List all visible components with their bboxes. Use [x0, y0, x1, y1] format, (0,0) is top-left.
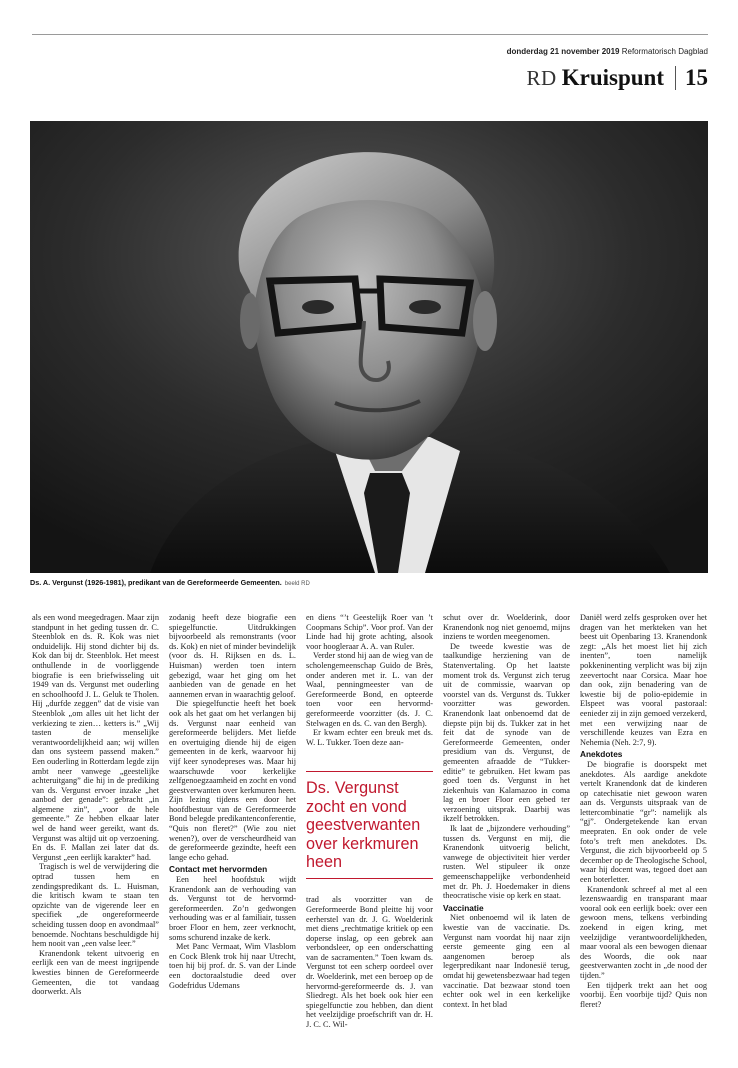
subheading: Contact met hervormden [169, 864, 268, 875]
paragraph: Die spiegelfunctie heeft het boek ook als het gaat om het verlangen bij ds. Vergunst naar eenheid van gereformeerde belijders. Met liefde en overtuiging diende hij de eigen gemeenten in de kerk, waarvoor hij vijf keer synodepreses was. Maar hij waarschuwde voor kerkelijke zelfgenoegzaamheid en zocht en vond geestverwanten over kerkmuren heen. Zijn lezing tijdens een door het hoofdbestuur van de Gereformeerde Bond belegde predikantenconferentie, “Quis non fleret?” (Wie zou niet wenen?), over de verscheurdheid van de gereformeerde gezindte, heeft een lange echo gehad. [169, 699, 296, 862]
photo-caption [30, 578, 310, 587]
paragraph: Kranendonk schreef al met al een lezenswaardig en transparant maar vooral ook een eerlijk boek: over een gewoon mens, telkens verbinding zoekend in eigen kring, met veelzijdige verantwoordelijkheden, maar vooral als een bewogen dienaar des Woords, die ook naar geestverwanten zocht in „de nood der tijden.” [580, 884, 707, 980]
paragraph: Ik laat de „bijzondere verhouding” tussen ds. Vergunst en mij, die Kranendonk uitvoerig belicht, vanwege de objectiviteit hier verder rusten. Wel stipuleer ik onze gemeenschappelijke verbondenheid met dr. Ph. J. Hoedemaker in diens theocratische visie op kerk en staat. [443, 824, 570, 901]
page-number: 15 [685, 65, 708, 90]
article-column [32, 613, 159, 997]
section-masthead [527, 64, 708, 92]
paragraph: als een wond meegedragen. Maar zijn standpunt in het geding tussen dr. C. Steenblok en ds. R. Kok was niet onduidelijk. Hij stond dichter bij ds. Kok dan bij dr. Steenblok. Het meest onthullende in de voorliggende biografie is een briefwisseling uit 1949 van ds. Vergunst met ouderling en schoolhoofd J. L. Geluk te Tholen. Hij „durfde zeggen” dat de visie van Steenblok „om alles uit het licht der verkiezing te zien… ketters is.” „Wij tasten de menselijke verantwoordelijkheid aan; wij willen dan ons systeem passend maken.” Een ouderling in Rotterdam legde zijn ambt neer vanwege „geestelijke achteruitgang” die hij in de prediking van ds. Vergunst ervoer inzake „het aanbod der genade”: gebracht „in algemene zin”, „voor de hele gemeente.” Ze hebben elkaar later wel de hand weer gereikt, want ds. Vergunst was altijd uit op verzoening. En ds. F. Mallan zei later dat ds. Vergunst „een eerlijk karakter” had. [32, 613, 159, 862]
paragraph: Kranendonk tekent uitvoerig en eerlijk een van de meest ingrijpende kwesties binnen de Gereformeerde Gemeenten, die tot vandaag doorwerkt. Als [32, 948, 159, 997]
article-column [169, 613, 296, 990]
subheading: Vaccinatie [443, 902, 484, 913]
photo-credit: beeld RD [284, 581, 310, 587]
paragraph: Met Panc Vermaat, Wim Vlasblom en Cock Blenk trok hij naar Utrecht, toen hij bij prof. dr. S. van der Linde een doctoraalstudie deed over Godefridus Udemans [169, 942, 296, 990]
paragraph: Verder stond hij aan de wieg van de scholengemeenschap Guido de Brès, onder anderen met ir. L. van der Waal, penningmeester van de Gereformeerde Bond, en opteerde toen voor een hervormd-gereformeerde voorzitter (ds. J. C. Stelwagen en ds. C. van den Bergh). [306, 651, 433, 728]
paragraph: Niet onbenoemd wil ik laten de kwestie van de vaccinatie. Ds. Vergunst nam voordat hij naar zijn eerste gemeente ging een al aangenomen beroep als legerpredikant naar Indonesië terug, omdat hij gewetensbezwaar had tegen vaccinatie. Dat bezwaar stond toen echter ook wel in een kerkelijke context. In het blad [443, 913, 570, 1009]
section-title: Kruispunt [561, 65, 664, 90]
paragraph: Een heel hoofdstuk wijdt Kranendonk aan de verhouding van ds. Vergunst tot de hervormd-gereformeerden. Zo’n gedwongen verhouding was er al familiair, tussen broer Floor en hem, zeer verknocht, soms schurend inzake de kerk. [169, 875, 296, 942]
masthead-divider [675, 66, 676, 90]
dateline [507, 47, 708, 56]
paragraph: Tragisch is wel de verwijdering die optrad tussen hem en zendingspredikant ds. L. Huisman, die kritisch kwam te staan ten opzichte van de vigerende leer en specifiek „de ongereformeerde scheiding tussen doop en avondmaal” benoemde. Nochtans beschuldigde hij hem nooit van „een valse leer.” [32, 862, 159, 949]
article-column [580, 613, 707, 1009]
subheading: Anekdotes [580, 749, 623, 760]
paragraph: Er kwam echter een breuk met ds. W. L. Tukker. Toen deze aan- [306, 728, 433, 747]
portrait-photo [30, 121, 708, 573]
paragraph: en diens “’t Geestelijk Roer van ’t Coopmans Schip”. Voor prof. Van der Linde had hij grote achting, alsook voor hoogleraar A. A. van Ruler. [306, 613, 433, 651]
article-column [443, 613, 570, 1009]
paragraph: schut over dr. Woelderink, door Kranendonk nog niet genoemd, mijns inziens te worden meegenomen. [443, 613, 570, 642]
publication-name: Reformatorisch Dagblad [621, 47, 708, 56]
pull-quote-rule [306, 878, 433, 879]
paragraph: De biografie is doorspekt met anekdotes. Als aardige anekdote vertelt Kranendonk dat de kinderen op catechisatie niet gewoon waren aan ds. Vergunsts uitspraak van de lettercombinatie “gr”: namelijk als “gj”. Ondergetekende kan ervan meepraten. En ook onder de vele foto’s treft men anekdotes. Ds. Vergunst, die zich bijvoorbeeld op 5 december op de Theologische School, waar hij docent was, tegoed doet aan een boterletter. [580, 759, 707, 885]
paragraph: Daniël werd zelfs gesproken over het dragen van het merkteken van het beest uit Openbaring 13. Kranendonk zegt: „Als het moest liet hij zich inenten”, toen namelijk pokkeninenting verplicht was bij zijn zeevertocht naar Corsica. Maar hoe dan ook, zijn benadering van de kwestie bij de polio-epidemie in Elspeet was vooral pastoraal: eenieder zij in zijn gemoed verzekerd, met een verwijzing naar de verschillende keuzes van Ezra en Nehemia (Neh. 2:7, 9). [580, 613, 707, 747]
issue-date: donderdag 21 november 2019 [506, 47, 620, 56]
paragraph: trad als voorzitter van de Gereformeerde Bond pleitte hij voor eerherstel van dr. J. G. Woelderink met diens „rechtmatige kritiek op een doperse inslag, op een gebrek aan verbondsleer, op een onderschatting van de sacramenten.” Toen kwam ds. Vergunst tot een scherp oordeel over dr. Woelderink, met een beroep op de hervormd-gereformeerde ds. J. van Sliedregt. Als het boek ook hier een spiegelfunctie zou hebben, dan dient het veelzijdige proefschrift van dr. H. J. C. C. Wil- [306, 895, 433, 1030]
top-rule [32, 34, 708, 35]
paragraph: Een tijdperk trekt aan het oog voorbij. Een voorbije tijd? Quis non fleret? [580, 980, 707, 1009]
pull-quote-text: Ds. Vergunst zocht en vond geestverwanten over kerkmuren heen [306, 779, 421, 871]
paragraph: zodanig heeft deze biografie een spiegelfunctie. Uitdrukkingen bijvoorbeeld als remonstrants (voor ds. Kok) en niet of minder bevindelijk (voor ds. H. Rijksen en ds. L. Huisman) werden toen intern gebezigd, waar het ging om het aanbieden van de genade en het aannemen ervan in waarachtig geloof. [169, 613, 296, 699]
paragraph: De tweede kwestie was de taalkundige herziening van de Statenvertaling. Op het laatste moment trok ds. Vergunst zich terug uit de commissie, waarvan op voorstel van ds. Vergunst ds. Tukker voorzitter was geworden. Kranendonk laat onbenoemd dat de diepste pijn bij ds. Tukker zat in het feit dat de synode van de Gereformeerde Gemeenten, onder presidium van ds. Vergunst, de gemeenten afraadde de “Tukker-editie” te gebruiken. Het kwam pas goed toen ds. Vergunst in het ziekenhuis van Kalamazoo in coma lag en broer Floor een gebed ter verzoening uitsprak. Daarbij was ikzelf betrokken. [443, 641, 570, 824]
pull-quote [306, 771, 433, 872]
brand-mark: RD [526, 65, 557, 90]
caption-text: Ds. A. Vergunst (1926-1981), predikant van de Gereformeerde Gemeenten. [30, 578, 282, 587]
